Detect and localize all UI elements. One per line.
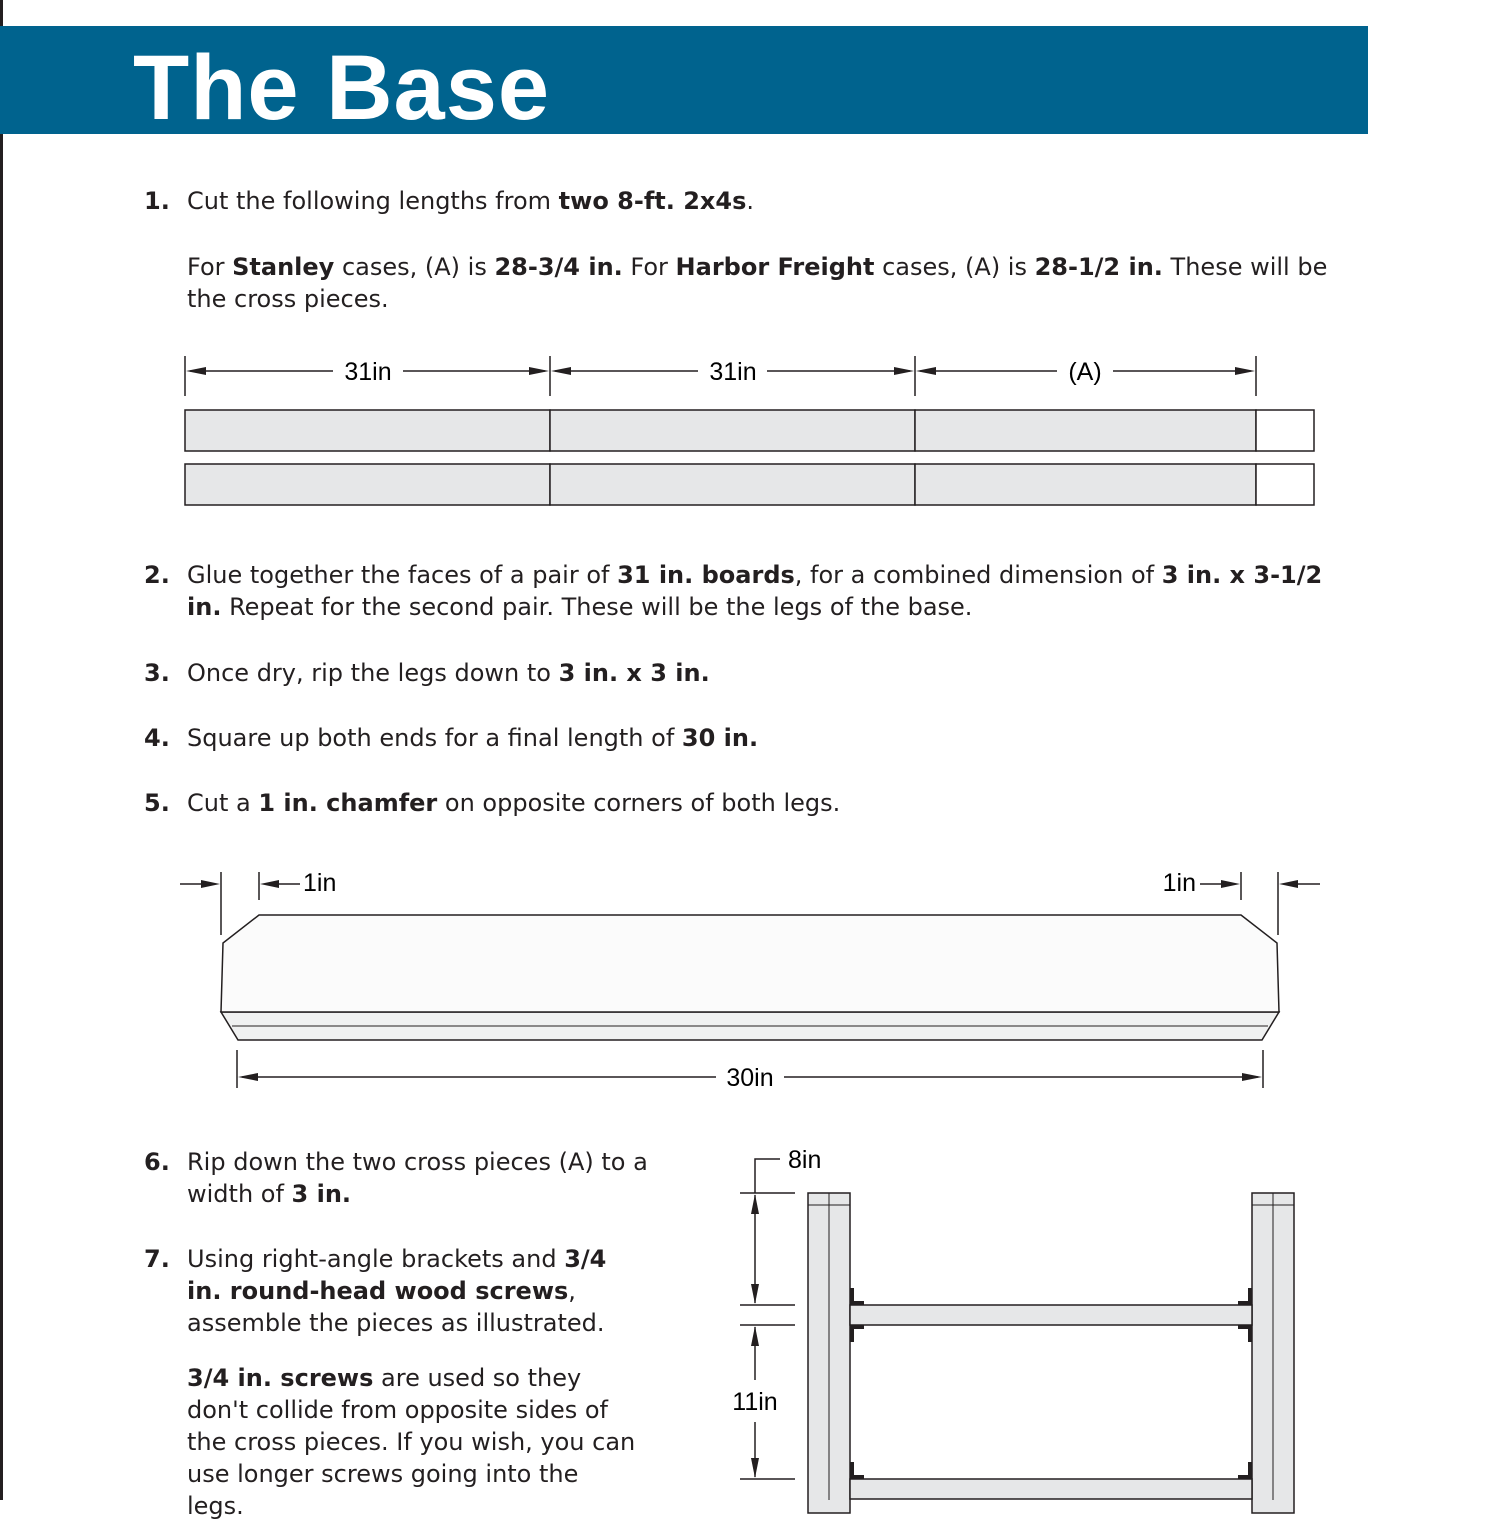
- bracket: [850, 1325, 864, 1329]
- dimension-label: (A): [1068, 358, 1102, 386]
- step-text: Once dry, rip the legs down to 3 in. x 3 in.: [187, 659, 710, 687]
- bracket: [850, 1301, 864, 1305]
- step-text: Glue together the faces of a pair of 31 in. boards, for a combined dimension of 3 in. x 3-1/2 in. Repeat for the second pair. These will be the legs of the base.: [187, 561, 1323, 621]
- step-1-note: For Stanley cases, (A) is 28-3/4 in. For Harbor Freight cases, (A) is 28-1/2 in. These will be the cross pieces.: [187, 253, 1328, 313]
- step-text: Cut the following lengths from two 8-ft. 2x4s.: [187, 187, 755, 215]
- bracket: [1238, 1301, 1252, 1305]
- step-number: 2.: [144, 561, 170, 589]
- chamfer-label-right: 1in: [1162, 869, 1196, 897]
- step-text: Cut a 1 in. chamfer on opposite corners of both legs.: [187, 789, 841, 817]
- step-text: Rip down the two cross pieces (A) to a width of 3 in.: [187, 1148, 648, 1208]
- top-offset-label: 8in: [788, 1146, 822, 1174]
- page-title: The Base: [133, 37, 551, 139]
- length-label: 30in: [726, 1064, 774, 1092]
- step-number: 3.: [144, 659, 170, 687]
- arrowhead: [751, 1194, 759, 1214]
- step-number: 5.: [144, 789, 170, 817]
- step-number: 1.: [144, 187, 170, 215]
- cross-piece-top: [850, 1305, 1252, 1325]
- bracket: [850, 1475, 864, 1479]
- gap-label: 11in: [732, 1388, 778, 1416]
- step-7-note: 3/4 in. screws are used so they don't collide from opposite sides of the cross pieces. If you wish, you can use longer screws going into the legs.: [187, 1364, 636, 1520]
- dimension-label: 31in: [344, 358, 392, 386]
- step-number: 4.: [144, 724, 170, 752]
- step-number: 7.: [144, 1245, 170, 1273]
- arrowhead: [751, 1326, 759, 1346]
- bracket: [1238, 1325, 1252, 1329]
- bracket: [1238, 1475, 1252, 1479]
- cross-piece-bottom: [850, 1479, 1252, 1499]
- step-text: Using right-angle brackets and 3/4 in. round-head wood screws, assemble the pieces as illustrated.: [187, 1245, 607, 1337]
- step-text: Square up both ends for a final length of 30 in.: [187, 724, 759, 752]
- dimension-leader: [755, 1159, 780, 1193]
- dimension-label: 31in: [709, 358, 757, 386]
- step-number: 6.: [144, 1148, 170, 1176]
- arrowhead: [751, 1458, 759, 1478]
- arrowhead: [751, 1284, 759, 1304]
- chamfer-label-left: 1in: [303, 869, 337, 897]
